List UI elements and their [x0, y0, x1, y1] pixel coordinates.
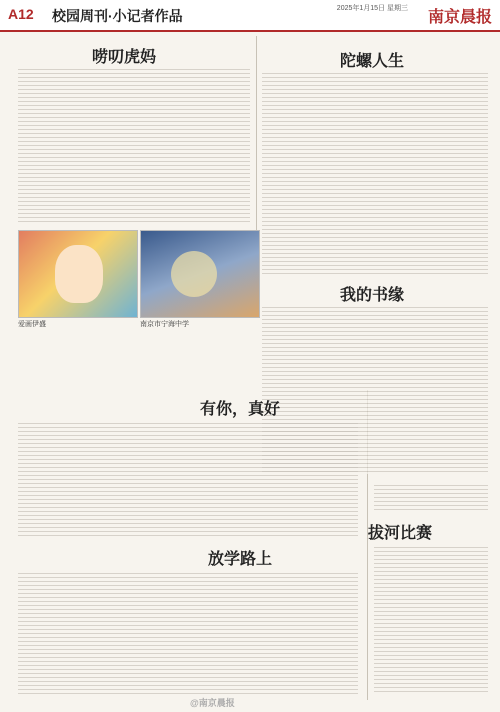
article-headline: 拔河比赛 [367, 523, 432, 542]
newspaper-logo: 南京晨报 [427, 7, 492, 26]
article-headline: 我的书缘 [339, 285, 404, 304]
dateline: 2025年1月15日 星期三 [336, 5, 408, 12]
article-body [18, 66, 250, 224]
masthead [0, 0, 500, 32]
article-body [374, 544, 488, 694]
article-body [374, 482, 488, 512]
drawing-caption: 南京市宁海中学 [140, 321, 189, 328]
student-drawing [140, 230, 260, 318]
page-number: A12 [8, 6, 34, 22]
article-headline: 有你，真好 [199, 399, 280, 418]
drawing-caption: 爱画伊盛 [18, 321, 46, 328]
watermark: @南京晨报 [190, 698, 235, 708]
article-headline: 放学路上 [207, 549, 272, 568]
article-headline: 陀螺人生 [339, 51, 404, 70]
article-body [18, 570, 358, 694]
student-drawing [18, 230, 138, 318]
article-body [262, 70, 488, 274]
section-title: 校园周刊·小记者作品 [52, 8, 183, 24]
article-headline: 唠叨虎妈 [91, 47, 156, 66]
